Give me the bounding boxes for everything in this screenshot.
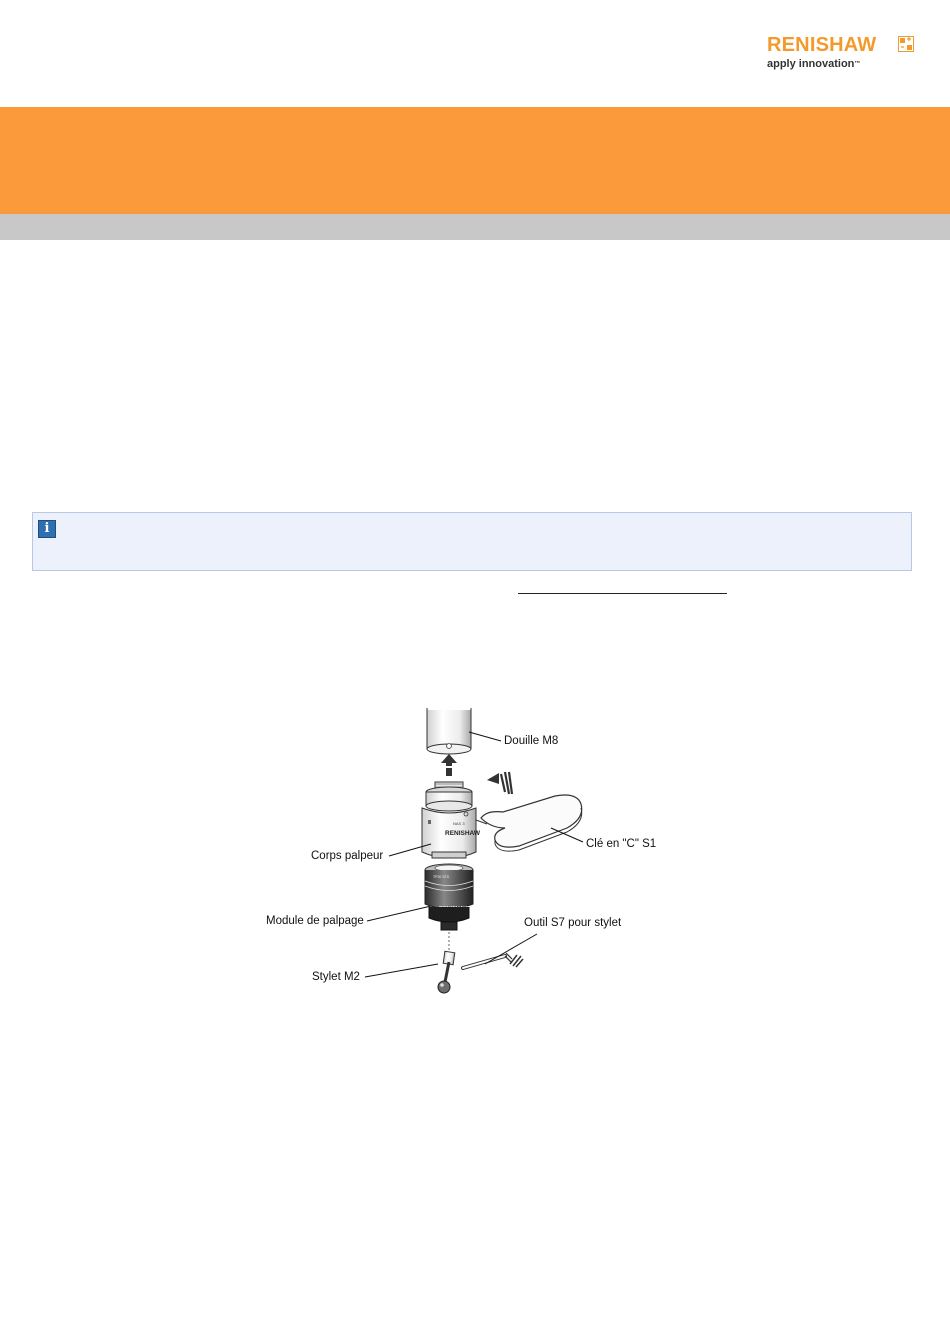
- label-outil-s7: Outil S7 pour stylet: [524, 917, 622, 929]
- label-douille-m8: Douille M8: [504, 735, 559, 747]
- hyperlink-underline[interactable]: [518, 593, 727, 594]
- info-note: [32, 512, 912, 571]
- probe-assembly-figure: [255, 700, 675, 1010]
- probe-module: [425, 864, 473, 930]
- up-arrow-icon: [441, 754, 457, 776]
- probe-body: [422, 782, 481, 858]
- c-spanner-s1: [476, 795, 582, 851]
- label-module-de-palpage: Module de palpage: [266, 915, 364, 927]
- info-icon: i: [38, 520, 56, 538]
- renishaw-logo: [767, 34, 917, 74]
- svg-text:NAS 3: NAS 3: [453, 821, 465, 826]
- body-marking-text: RENISHAW: [445, 830, 481, 837]
- label-stylet-m2: Stylet M2: [312, 971, 360, 983]
- label-corps-palpeur: Corps palpeur: [311, 850, 384, 862]
- m8-socket: [427, 708, 471, 754]
- leader-lines: [365, 732, 583, 977]
- stylus-tool-s7: [463, 953, 523, 968]
- subtitle-band: [0, 214, 950, 240]
- logo-wordmark: RENISHAW: [767, 34, 877, 56]
- logo-mark-icon: [898, 36, 914, 52]
- rotation-arrow-icon: [487, 772, 512, 794]
- label-cle-c-s1: Clé en "C" S1: [586, 838, 657, 850]
- stylus-m2: [438, 951, 455, 993]
- title-banner: [0, 107, 950, 214]
- logo-tagline: apply innovation™: [767, 58, 861, 70]
- svg-text:TP20 STD: TP20 STD: [433, 875, 450, 879]
